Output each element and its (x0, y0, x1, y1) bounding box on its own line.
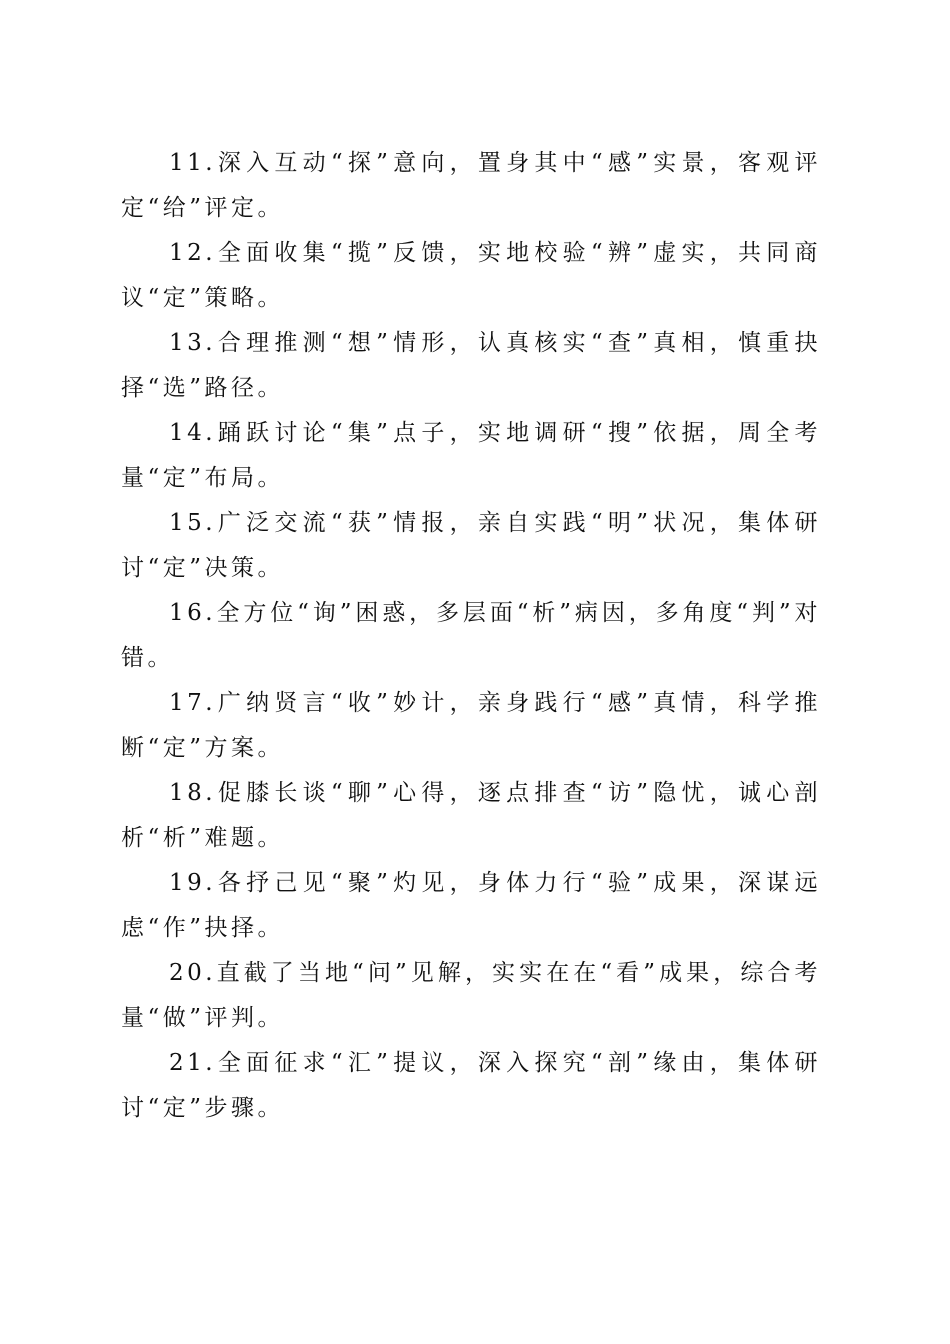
document-body (121, 141, 821, 1131)
paragraph-15: 15.广泛交流“获”情报，亲自实践“明”状况，集体研讨“定”决策。 (121, 510, 821, 581)
paragraph-21: 21.全面征求“汇”提议，深入探究“剖”缘由，集体研讨“定”步骤。 (121, 1050, 821, 1121)
paragraph-14: 14.踊跃讨论“集”点子，实地调研“搜”依据，周全考量“定”布局。 (121, 420, 821, 491)
paragraph-18: 18.促膝长谈“聊”心得，逐点排查“访”隐忧，诚心剖析“析”难题。 (121, 780, 821, 851)
paragraph-11: 11.深入互动“探”意向，置身其中“感”实景，客观评定“给”评定。 (121, 150, 821, 221)
paragraph-13: 13.合理推测“想”情形，认真核实“查”真相，慎重抉择“选”路径。 (121, 330, 821, 401)
paragraph-19: 19.各抒己见“聚”灼见，身体力行“验”成果，深谋远虑“作”抉择。 (121, 870, 821, 941)
paragraph-12: 12.全面收集“揽”反馈，实地校验“辨”虚实，共同商议“定”策略。 (121, 240, 821, 311)
paragraph-17: 17.广纳贤言“收”妙计，亲身践行“感”真情，科学推断“定”方案。 (121, 690, 821, 761)
paragraph-16: 16.全方位“询”困惑，多层面“析”病因，多角度“判”对错。 (121, 600, 821, 671)
paragraph-20: 20.直截了当地“问”见解，实实在在“看”成果，综合考量“做”评判。 (121, 960, 821, 1031)
